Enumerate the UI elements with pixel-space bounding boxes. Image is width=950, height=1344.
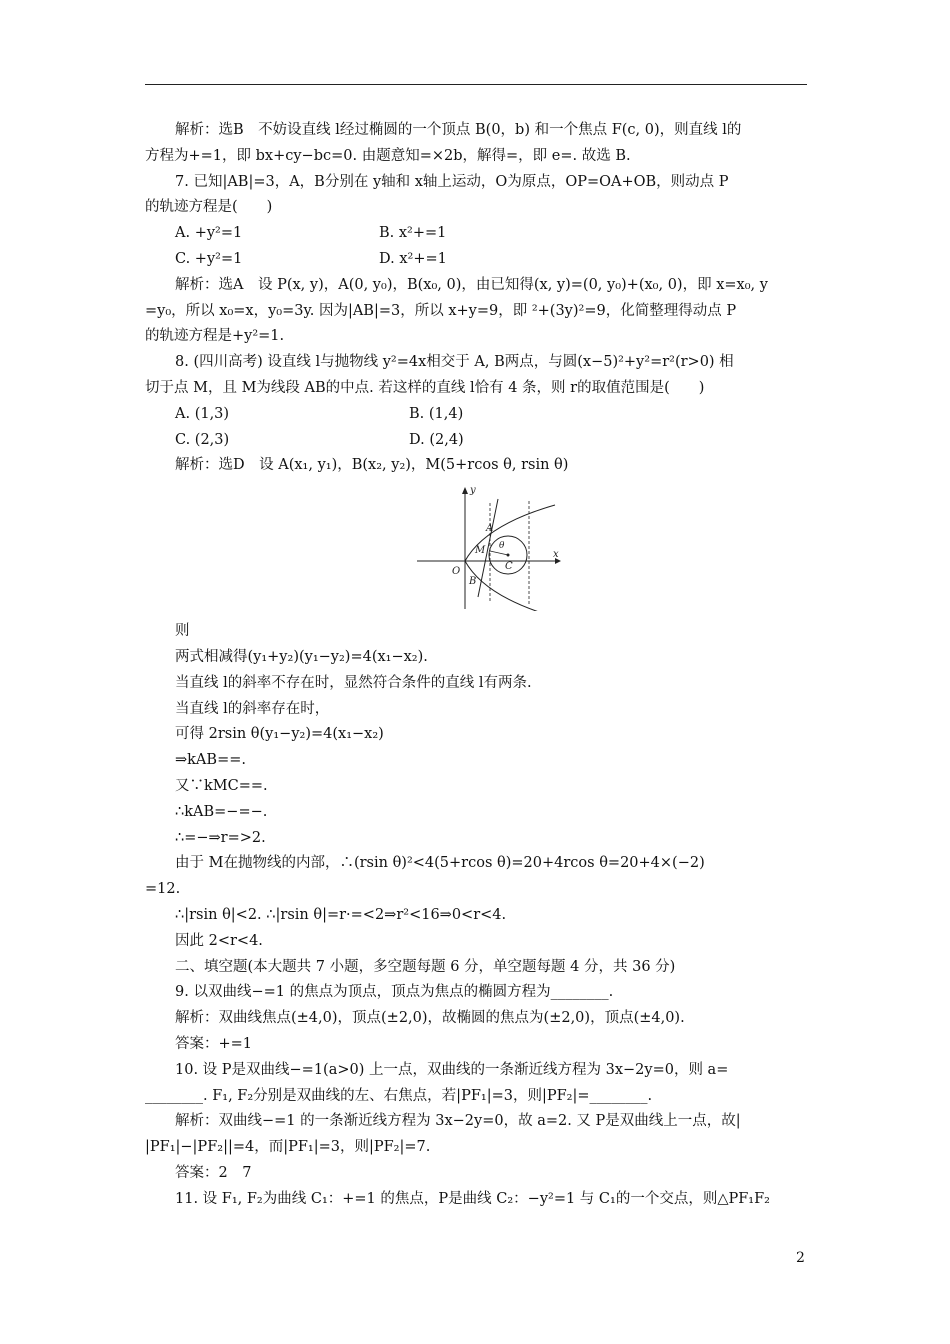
y-arrow-icon (462, 487, 468, 494)
text-line: 8. (四川高考) 设直线 l与抛物线 y²=4x相交于 A, B两点，与圆(x−5)²+y²=r²(r>0) 相 (175, 354, 734, 371)
label-m: M (475, 545, 486, 557)
center-point (507, 554, 510, 557)
text-line: ∴|rsin θ|<2. ∴|rsin θ|=r·=<2⇒r²<16⇒0<r<4. (175, 906, 507, 923)
text-line: |PF₁|−|PF₂||=4，而|PF₁|=3，则|PF₂|=7. (145, 1139, 431, 1156)
text-line: ⇒kAB==. (175, 752, 246, 769)
figure-svg (415, 485, 565, 611)
label-a: A (486, 523, 494, 535)
text-line: ________. F₁, F₂分别是双曲线的左、右焦点，若|PF₁|=3，则|PF₂|=________. (145, 1087, 653, 1104)
text-line: 可得 2rsin θ(y₁−y₂)=4(x₁−x₂) (175, 726, 384, 743)
option: B. (1,4) (409, 405, 464, 422)
text-line: 则 (175, 623, 190, 640)
option: A. +y²=1 (175, 225, 243, 242)
text-line: 由于 M在抛物线的内部，∴(rsin θ)²<4(5+rcos θ)=20+4rcos θ=20+4×(−2) (175, 855, 705, 872)
text-line: 解析：选D 设 A(x₁, y₁)，B(x₂, y₂)，M(5+rcos θ, rsin θ) (175, 457, 569, 474)
text-line: 的轨迹方程是+y²=1. (145, 328, 285, 345)
text-line: 因此 2<r<4. (175, 932, 263, 949)
text-line: 解析：选B 不妨设直线 l经过椭圆的一个顶点 B(0，b) 和一个焦点 F(c, 0)，则直线 l的 (175, 122, 742, 138)
page-content (145, 118, 807, 1212)
header-rule (145, 84, 807, 85)
option: D. x²+=1 (379, 250, 447, 267)
text-line: 答案：+=1 (175, 1035, 253, 1052)
parabola-circle-figure (145, 479, 807, 619)
text-line: 9. 以双曲线−=1 的焦点为顶点，顶点为焦点的椭圆方程为________. (175, 984, 614, 1001)
label-b: B (469, 576, 477, 588)
radius (490, 551, 508, 555)
text-line: 当直线 l的斜率存在时， (175, 700, 330, 717)
text-line: 当直线 l的斜率不存在时，显然符合条件的直线 l有两条. (175, 674, 532, 691)
text-line: 答案：2 7 (175, 1164, 252, 1181)
q7-options-row (145, 247, 807, 273)
text-line: 方程为+=1，即 bx+cy−bc=0. 由题意知=×2b，解得=，即 e=. 故选 B. (145, 147, 631, 164)
text-line: 11. 设 F₁, F₂为曲线 C₁：+=1 的焦点，P是曲线 C₂：−y²=1 与 C₁的一个交点，则△PF₁F₂ (175, 1190, 770, 1207)
label-theta: θ (499, 541, 505, 552)
text-line: 又∵kMC==. (175, 777, 268, 794)
label-x: x (553, 549, 559, 561)
q8-options-row (145, 428, 807, 454)
text-line: 二、填空题(本大题共 7 小题，多空题每题 6 分，单空题每题 4 分，共 36 分) (175, 958, 676, 975)
label-c: C (505, 561, 513, 573)
text-line: =12. (145, 881, 181, 898)
text-line: 解析：双曲线焦点(±4,0)，顶点(±2,0)，故椭圆的焦点为(±2,0)，顶点(±4,0). (175, 1010, 685, 1027)
option: C. +y²=1 (175, 250, 243, 267)
option: A. (1,3) (175, 405, 230, 422)
option: B. x²+=1 (379, 225, 447, 242)
label-y: y (470, 485, 476, 497)
page-number: 2 (796, 1250, 805, 1266)
text-line: 7. 已知|AB|=3，A，B分别在 y轴和 x轴上运动，O为原点，OP=OA+OB，则动点 P (175, 173, 729, 190)
text-line: =y₀，所以 x₀=x，y₀=3y. 因为|AB|=3，所以 x+y=9，即 ²+(3y)²=9，化简整理得动点 P (145, 302, 737, 319)
text-line: ∴kAB=−=−. (175, 803, 268, 820)
solution-continuation (145, 619, 807, 1212)
q8-options-row (145, 402, 807, 428)
text-line: ∴=−⇒r=>2. (175, 829, 266, 846)
label-o: O (452, 566, 461, 578)
text-line: 10. 设 P是双曲线−=1(a>0) 上一点，双曲线的一条渐近线方程为 3x−2y=0，则 a= (175, 1061, 729, 1078)
q7-options-row (145, 221, 807, 247)
text-line: 解析：选A 设 P(x, y)，A(0, y₀)，B(x₀, 0)，由已知得(x, y)=(0, y₀)+(x₀, 0)，即 x=x₀, y (175, 276, 768, 293)
text-line: 切于点 M，且 M为线段 AB的中点. 若这样的直线 l恰有 4 条，则 r的取值范围是( ) (145, 379, 705, 396)
text-line: 解析：双曲线−=1 的一条渐近线方程为 3x−2y=0，故 a=2. 又 P是双曲线上一点，故| (175, 1113, 741, 1130)
option: C. (2,3) (175, 431, 230, 448)
option: D. (2,4) (409, 431, 464, 448)
text-line: 的轨迹方程是( ) (145, 199, 273, 216)
text-line: 两式相减得(y₁+y₂)(y₁−y₂)=4(x₁−x₂). (175, 648, 428, 665)
